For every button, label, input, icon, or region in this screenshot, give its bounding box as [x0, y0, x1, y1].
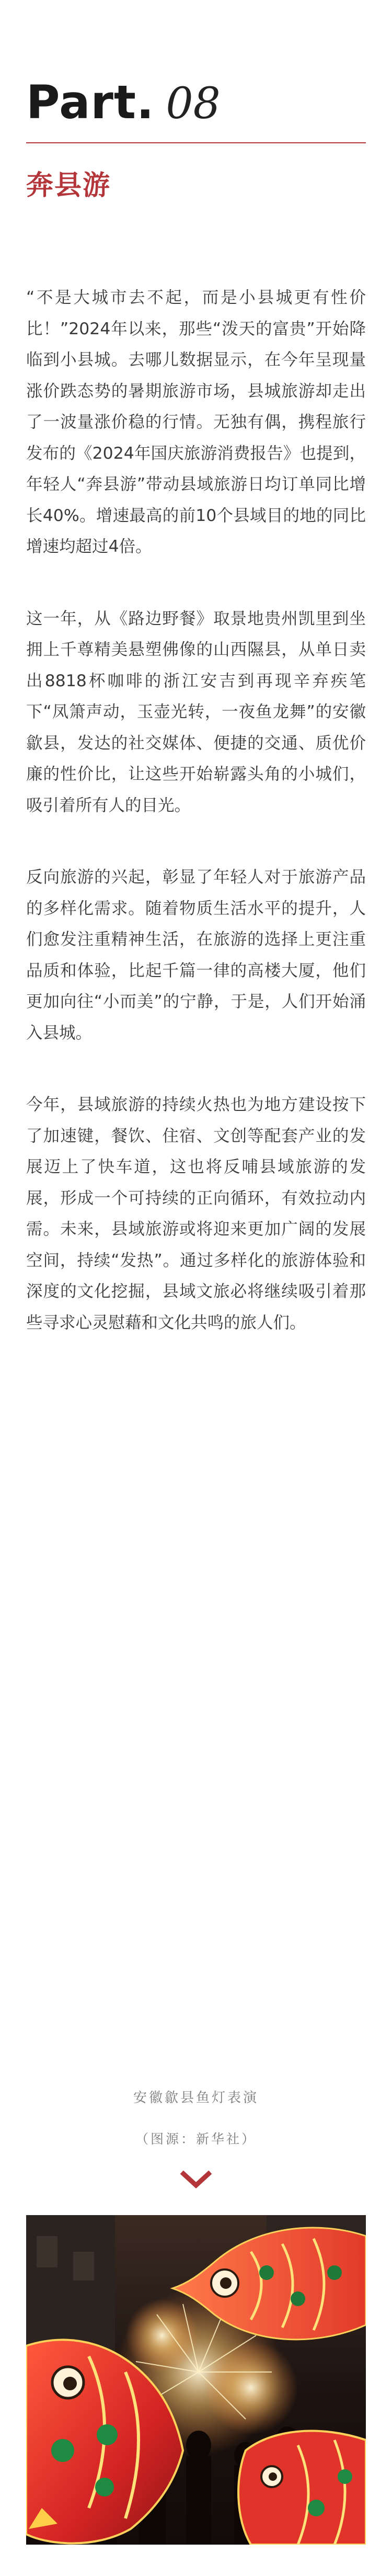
paragraph-3: 反向旅游的兴起，彰显了年轻人对于旅游产品的多样化需求。随着物质生活水平的提升，人们愈发注重精神生活，在旅游的选择上更注重品质和体验，比起千篇一律的高楼大厦，他们更加向往“小而美”的宁静，于是，人们开始涌入县城。	[26, 868, 366, 1042]
photo-caption: 安徽歙县鱼灯表演	[133, 2090, 259, 2106]
article-body	[26, 282, 366, 1379]
section-title: 奔县游	[26, 170, 111, 201]
paragraph-1: “不是大城市去不起，而是小县城更有性价比！”2024年以来，那些“泼天的富贵”开始降临到小县城。去哪儿数据显示，在今年呈现量涨价跌态势的暑期旅游市场，县城旅游却走出了一波量涨价稳的行情。无独有偶，携程旅行发布的《2024年国庆旅游消费报告》也提到，年轻人“奔县游”带动县域旅游日均订单同比增长40%。增速最高的前10个县域目的地的同比增速均超过4倍。	[26, 288, 366, 556]
paragraph-2: 这一年，从《路边野餐》取景地贵州凯里到坐拥上千尊精美悬塑佛像的山西隰县，从单日卖出8818杯咖啡的浙江安吉到再现辛弃疾笔下“凤箫声动，玉壶光转，一夜鱼龙舞”的安徽歙县，发达的社交媒体、便捷的交通、质优价廉的性价比，让这些开始崭露头角的小城们，吸引着所有人的目光。	[26, 609, 366, 815]
paragraph-4: 今年，县域旅游的持续火热也为地方建设按下了加速键，餐饮、住宿、文创等配套产业的发展迈上了快车道，这也将反哺县域旅游的发展，形成一个可持续的正向循环，有效拉动内需。未来，县域旅游或将迎来更加广阔的发展空间，持续“发热”。通过多样化的旅游体验和深度的文化挖掘，县域文旅必将继续吸引着那些寻求心灵慰藉和文化共鸣的旅人们。	[26, 1095, 366, 1332]
photo-source: （图源：新华社）	[135, 2131, 257, 2147]
chevron-down-icon	[180, 2171, 212, 2188]
header-divider	[26, 142, 366, 143]
part-heading	[26, 63, 221, 129]
fish-lantern-illustration	[26, 2215, 366, 2545]
right-fish-lantern	[238, 2431, 366, 2545]
part-label: Part.	[26, 75, 155, 129]
fish-lantern-photo	[26, 2215, 366, 2545]
part-number: 08	[166, 79, 221, 129]
